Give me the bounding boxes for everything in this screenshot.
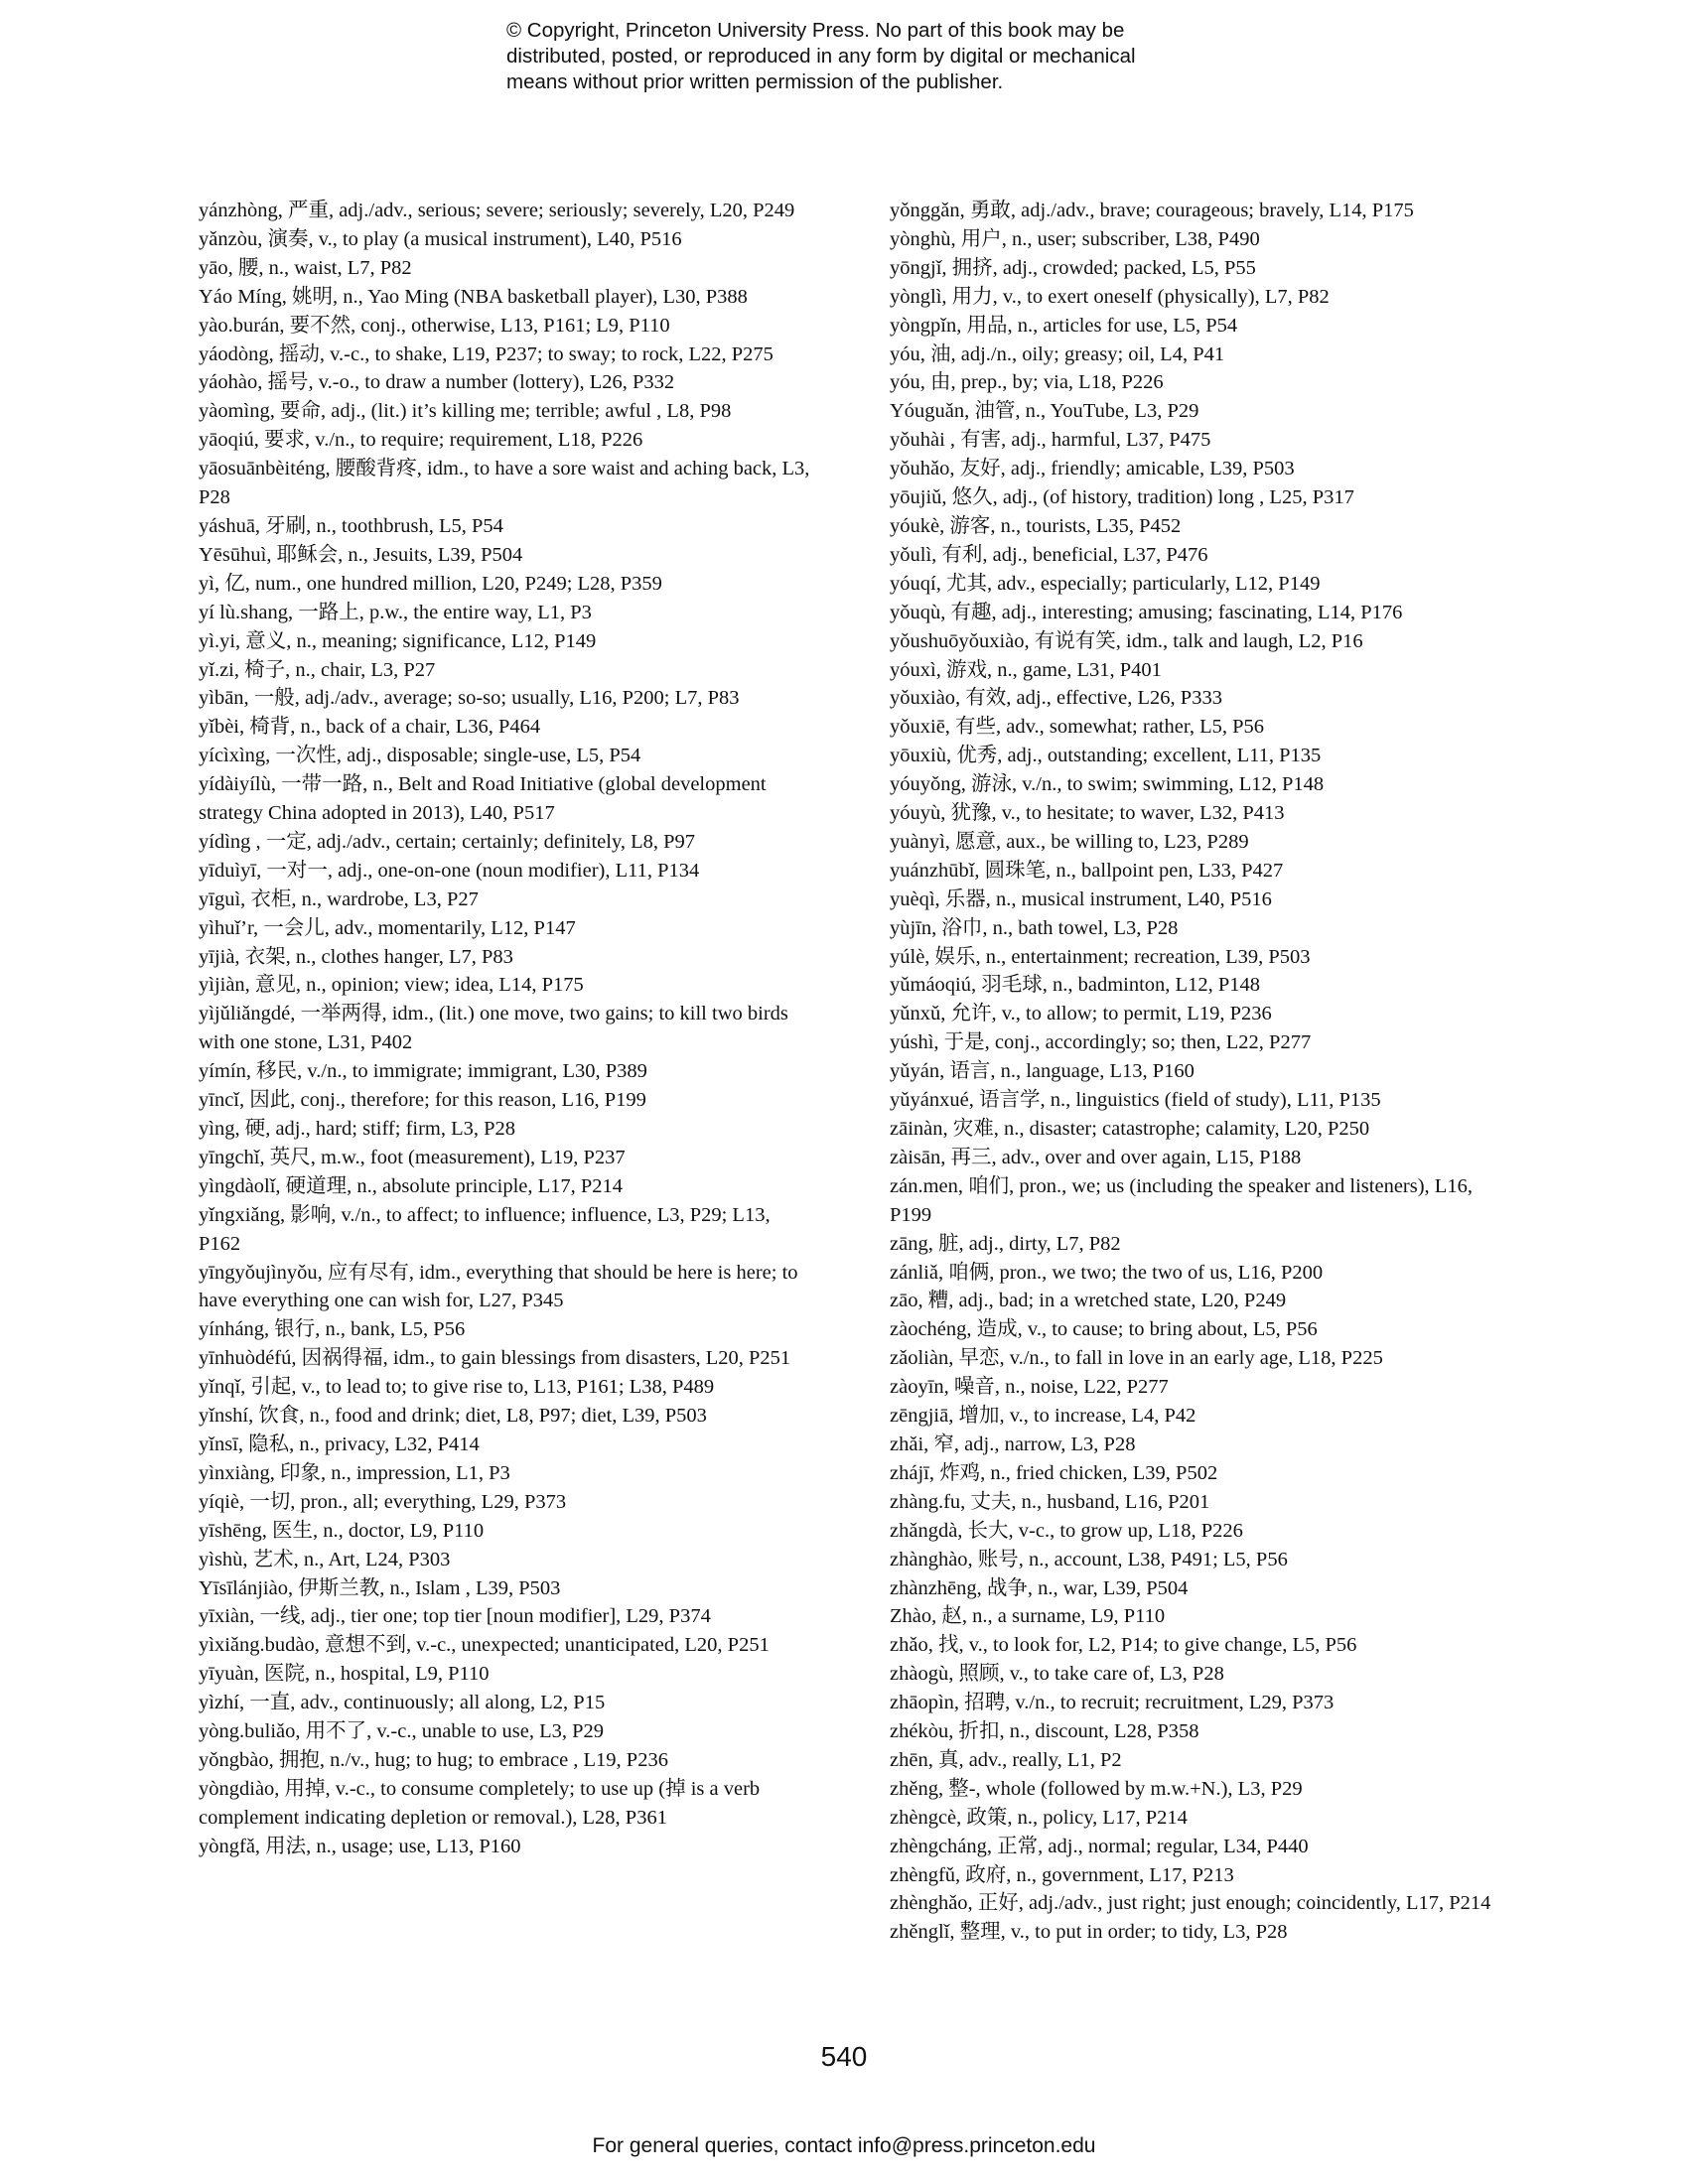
glossary-entry: yóukè, 游客, n., tourists, L35, P452 — [890, 514, 1182, 537]
glossary-entry: yóuqí, 尤其, adv., especially; particularly, L12, P149 — [890, 572, 1321, 595]
page-number: 540 — [820, 2041, 868, 2072]
glossary-entry: yánzhòng, 严重, adj./adv., serious; severe; seriously; severely, L20, P249 — [199, 200, 795, 221]
glossary-entry: yǎnzòu, 演奏, v., to play (a musical instrument), L40, P516 — [199, 227, 682, 250]
glossary-entry: yáohào, 摇号, v.-o., to draw a number (lottery), L26, P332 — [199, 371, 675, 394]
glossary-entry: yǒuhǎo, 友好, adj., friendly; amicable, L39, P503 — [890, 458, 1295, 480]
glossary-entry: yònglì, 用力, v., to exert oneself (physically), L7, P82 — [890, 285, 1330, 308]
glossary-entry: yóuxì, 游戏, n., game, L31, P401 — [890, 658, 1162, 681]
glossary-entry: zánliǎ, 咱俩, pron., we two; the two of us, L16, P200 — [890, 1261, 1324, 1284]
copyright-line: © Copyright, Princeton University Press. No part of this book may be — [506, 19, 1125, 42]
glossary-entry: yuànyì, 愿意, aux., be willing to, L23, P289 — [890, 830, 1249, 853]
glossary-entry: zāo, 糟, adj., bad; in a wretched state, L20, P249 — [890, 1290, 1287, 1312]
glossary-entry: yáshuā, 牙刷, n., toothbrush, L5, P54 — [199, 514, 503, 537]
glossary-entry: yíqiè, 一切, pron., all; everything, L29, P373 — [199, 1490, 567, 1513]
glossary-entry: yīyuàn, 医院, n., hospital, L9, P110 — [199, 1663, 490, 1686]
glossary-entry: zhěnglǐ, 整理, v., to put in order; to tidy, L3, P28 — [890, 1921, 1288, 1944]
glossary-entry: zǎoliàn, 早恋, v./n., to fall in love in an early age, L18, P225 — [890, 1347, 1383, 1370]
glossary-entry: yǔnxǔ, 允许, v., to allow; to permit, L19, P236 — [890, 1003, 1272, 1025]
glossary-entry: yìzhí, 一直, adv., continuously; all along, L2, P15 — [199, 1692, 606, 1714]
glossary-entry: zhàogù, 照顾, v., to take care of, L3, P28 — [890, 1663, 1224, 1686]
glossary-entry: zāinàn, 灾难, n., disaster; catastrophe; calamity, L20, P250 — [890, 1118, 1370, 1140]
glossary-entry: zhèngfǔ, 政府, n., government, L17, P213 — [890, 1863, 1234, 1886]
glossary-entry: yǒuhài , 有害, adj., harmful, L37, P475 — [890, 429, 1211, 452]
glossary-entry: yìnxiàng, 印象, n., impression, L1, P3 — [199, 1461, 510, 1484]
copyright-notice — [506, 18, 1261, 95]
glossary-entry: yòngfǎ, 用法, n., usage; use, L13, P160 — [199, 1835, 521, 1857]
glossary-entry: zhàng.fu, 丈夫, n., husband, L16, P201 — [890, 1490, 1210, 1513]
glossary-entry: yìngdàolǐ, 硬道理, n., absolute principle, L17, P214 — [199, 1174, 624, 1197]
glossary-entry: Zhào, 赵, n., a surname, L9, P110 — [890, 1605, 1166, 1628]
glossary-entry: yīngyǒujìnyǒu, 应有尽有, idm., everything that should be here is here; to have everything one can wish for, L27, P345 — [199, 1261, 798, 1312]
glossary-entry: yí lù.shang, 一路上, p.w., the entire way, L1, P3 — [199, 601, 592, 623]
glossary-entry: yǒuqù, 有趣, adj., interesting; amusing; fascinating, L14, P176 — [890, 601, 1403, 623]
glossary-entry: yǐ.zi, 椅子, n., chair, L3, P27 — [199, 658, 436, 681]
glossary-entry: zàoyīn, 噪音, n., noise, L22, P277 — [890, 1376, 1169, 1399]
glossary-entry: yònghù, 用户, n., user; subscriber, L38, P490 — [890, 227, 1260, 250]
glossary-entry: zhāopìn, 招聘, v./n., to recruit; recruitment, L29, P373 — [890, 1692, 1335, 1714]
glossary-entry: yīngchǐ, 英尺, m.w., foot (measurement), L19, P237 — [199, 1146, 626, 1168]
glossary-entry: yīncǐ, 因此, conj., therefore; for this reason, L16, P199 — [199, 1089, 646, 1112]
glossary-entry: yúshì, 于是, conj., accordingly; so; then, L22, P277 — [890, 1031, 1312, 1054]
glossary-column-right — [890, 197, 1495, 1947]
glossary-entry: yǔyán, 语言, n., language, L13, P160 — [890, 1060, 1195, 1083]
glossary-entry: yìjiàn, 意见, n., opinion; view; idea, L14, P175 — [199, 974, 584, 997]
glossary-entry: yǐnshí, 饮食, n., food and drink; diet, L8, P97; diet, L39, P503 — [199, 1405, 707, 1428]
copyright-line: distributed, posted, or reproduced in any form by digital or mechanical — [506, 45, 1136, 68]
glossary-entry: yǒuxiē, 有些, adv., somewhat; rather, L5, P56 — [890, 716, 1265, 739]
glossary-entry: yǔmáoqiú, 羽毛球, n., badminton, L12, P148 — [890, 974, 1260, 997]
glossary-entry: yóuyǒng, 游泳, v./n., to swim; swimming, L12, P148 — [890, 773, 1325, 796]
glossary-entry: yóu, 由, prep., by; via, L18, P226 — [890, 371, 1164, 394]
glossary-entry: yīduìyī, 一对一, adj., one-on-one (noun modifier), L11, P134 — [199, 859, 700, 882]
glossary-entry: yídàiyílù, 一带一路, n., Belt and Road Initiative (global development strategy China adopted in 2013), L40, P517 — [199, 773, 767, 825]
glossary-entry: yāosuānbèiténg, 腰酸背疼, idm., to have a sore waist and aching back, L3, P28 — [199, 458, 810, 509]
glossary-entry: yīshēng, 医生, n., doctor, L9, P110 — [199, 1519, 485, 1542]
glossary-entry: yòng.buliǎo, 用不了, v.-c., unable to use, L3, P29 — [199, 1720, 605, 1743]
glossary-entry: yǒulì, 有利, adj., beneficial, L37, P476 — [890, 543, 1208, 566]
glossary-entry: yīguì, 衣柜, n., wardrobe, L3, P27 — [199, 887, 479, 910]
glossary-entry: zhěng, 整-, whole (followed by m.w.+N.), L3, P29 — [890, 1777, 1303, 1800]
glossary-entry: zhēn, 真, adv., really, L1, P2 — [890, 1748, 1122, 1771]
glossary-entry: yínháng, 银行, n., bank, L5, P56 — [199, 1318, 466, 1341]
glossary-entry: zēngjiā, 增加, v., to increase, L4, P42 — [890, 1405, 1196, 1428]
glossary-entry: yǒuxiào, 有效, adj., effective, L26, P333 — [890, 687, 1222, 710]
glossary-entry: yuánzhūbǐ, 圆珠笔, n., ballpoint pen, L33, P427 — [890, 859, 1284, 882]
glossary-entry: yǒnggǎn, 勇敢, adj./adv., brave; courageous; bravely, L14, P175 — [890, 200, 1414, 221]
glossary-entry: yōngjǐ, 拥挤, adj., crowded; packed, L5, P55 — [890, 256, 1256, 279]
glossary-entry: yìng, 硬, adj., hard; stiff; firm, L3, P28 — [199, 1118, 516, 1140]
glossary-entry: yījià, 衣架, n., clothes hanger, L7, P83 — [199, 945, 513, 968]
glossary-entry: yǒushuōyǒuxiào, 有说有笑, idm., talk and laugh, L2, P16 — [890, 629, 1363, 652]
glossary-entry: zán.men, 咱们, pron., we; us (including the speaker and listeners), L16, P199 — [890, 1174, 1473, 1226]
glossary-entry: yāo, 腰, n., waist, L7, P82 — [199, 256, 412, 279]
glossary-entry: yìjǔliǎngdé, 一举两得, idm., (lit.) one move, two gains; to kill two birds with one stone, L31, P402 — [199, 1003, 788, 1054]
glossary-entry: yìshù, 艺术, n., Art, L24, P303 — [199, 1548, 451, 1570]
glossary-entry: yōuxiù, 优秀, adj., outstanding; excellent, L11, P135 — [890, 745, 1322, 767]
glossary-entry: yì, 亿, num., one hundred million, L20, P249; L28, P359 — [199, 572, 662, 595]
glossary-entry: zhèngcháng, 正常, adj., normal; regular, L34, P440 — [890, 1835, 1309, 1857]
glossary-entry: yǐngxiǎng, 影响, v./n., to affect; to influence; influence, L3, P29; L13, P162 — [199, 1203, 771, 1255]
glossary-entry: yídìng , 一定, adj./adv., certain; certainly; definitely, L8, P97 — [199, 830, 696, 853]
glossary-entry: yǐnsī, 隐私, n., privacy, L32, P414 — [199, 1433, 480, 1455]
glossary-entry: zhànzhēng, 战争, n., war, L39, P504 — [890, 1576, 1189, 1599]
glossary-entry: zàisān, 再三, adv., over and over again, L15, P188 — [890, 1146, 1302, 1168]
glossary-entry: yìbān, 一般, adj./adv., average; so-so; usually, L16, P200; L7, P83 — [199, 687, 740, 710]
glossary-entry: zhànghào, 账号, n., account, L38, P491; L5, P56 — [890, 1548, 1288, 1570]
glossary-entry: yīxiàn, 一线, adj., tier one; top tier [noun modifier], L29, P374 — [199, 1605, 711, 1628]
glossary-entry: zāng, 脏, adj., dirty, L7, P82 — [890, 1232, 1121, 1255]
glossary-entry: yìhuǐ’r, 一会儿, adv., momentarily, L12, P147 — [199, 916, 576, 939]
copyright-line: means without prior written permission of the publisher. — [506, 70, 1004, 93]
glossary-entry: yùjīn, 浴巾, n., bath towel, L3, P28 — [890, 916, 1179, 939]
glossary-entry: yōujiǔ, 悠久, adj., (of history, tradition) long , L25, P317 — [890, 486, 1354, 509]
glossary-entry: yáodòng, 摇动, v.-c., to shake, L19, P237; to sway; to rock, L22, P275 — [199, 342, 774, 365]
glossary-column-left — [199, 197, 814, 1861]
glossary-entry: zhékòu, 折扣, n., discount, L28, P358 — [890, 1720, 1199, 1743]
glossary-entry: yāoqiú, 要求, v./n., to require; requirement, L18, P226 — [199, 429, 643, 452]
glossary-entry: yóuyù, 犹豫, v., to hesitate; to waver, L32, P413 — [890, 802, 1285, 825]
glossary-entry: yúlè, 娱乐, n., entertainment; recreation, L39, P503 — [890, 945, 1311, 968]
glossary-entry: zhájī, 炸鸡, n., fried chicken, L39, P502 — [890, 1461, 1218, 1484]
glossary-entry: yīnhuòdéfú, 因祸得福, idm., to gain blessings from disasters, L20, P251 — [199, 1347, 791, 1370]
glossary-entry: zàochéng, 造成, v., to cause; to bring about, L5, P56 — [890, 1318, 1318, 1341]
glossary-entry: yìxiǎng.budào, 意想不到, v.-c., unexpected; unanticipated, L20, P251 — [199, 1634, 770, 1657]
glossary-entry: zhǎi, 窄, adj., narrow, L3, P28 — [890, 1433, 1136, 1455]
glossary-entry: yàomìng, 要命, adj., (lit.) it’s killing me; terrible; awful , L8, P98 — [199, 400, 732, 423]
glossary-entry: yòngpǐn, 用品, n., articles for use, L5, P54 — [890, 314, 1238, 337]
footer-contact: For general queries, contact info@press.princeton.edu — [592, 2134, 1096, 2157]
glossary-entry: yóu, 油, adj./n., oily; greasy; oil, L4, P41 — [890, 342, 1225, 365]
glossary-entry: yǐbèi, 椅背, n., back of a chair, L36, P464 — [199, 716, 541, 739]
glossary-entry: zhǎngdà, 长大, v-c., to grow up, L18, P226 — [890, 1519, 1243, 1542]
glossary-entry: yì.yi, 意义, n., meaning; significance, L12, P149 — [199, 629, 597, 652]
glossary-entry: Yáo Míng, 姚明, n., Yao Ming (NBA basketball player), L30, P388 — [199, 285, 748, 308]
glossary-entry: yào.burán, 要不然, conj., otherwise, L13, P161; L9, P110 — [199, 314, 670, 337]
glossary-entry: yǒngbào, 拥抱, n./v., hug; to hug; to embrace , L19, P236 — [199, 1748, 668, 1771]
glossary-entry: yuèqì, 乐器, n., musical instrument, L40, P516 — [890, 887, 1272, 910]
glossary-entry: Yēsūhuì, 耶稣会, n., Jesuits, L39, P504 — [199, 543, 523, 566]
glossary-entry: zhènghǎo, 正好, adj./adv., just right; just enough; coincidently, L17, P214 — [890, 1892, 1491, 1915]
glossary-entry: yòngdiào, 用掉, v.-c., to consume completely; to use up (掉 is a verb complement indicating depletion or removal.), L28, P361 — [199, 1777, 761, 1829]
glossary-entry: yǔyánxué, 语言学, n., linguistics (field of study), L11, P135 — [890, 1089, 1381, 1112]
glossary-entry: yícìxìng, 一次性, adj., disposable; single-use, L5, P54 — [199, 745, 641, 767]
glossary-entry: Yóuguǎn, 油管, n., YouTube, L3, P29 — [890, 400, 1199, 423]
glossary-entry: yímín, 移民, v./n., to immigrate; immigrant, L30, P389 — [199, 1060, 647, 1083]
glossary-entry: yǐnqǐ, 引起, v., to lead to; to give rise to, L13, P161; L38, P489 — [199, 1376, 715, 1399]
glossary-entry: Yīsīlánjiào, 伊斯兰教, n., Islam , L39, P503 — [199, 1576, 561, 1599]
glossary-entry: zhǎo, 找, v., to look for, L2, P14; to give change, L5, P56 — [890, 1634, 1357, 1657]
glossary-entry: zhèngcè, 政策, n., policy, L17, P214 — [890, 1806, 1188, 1829]
